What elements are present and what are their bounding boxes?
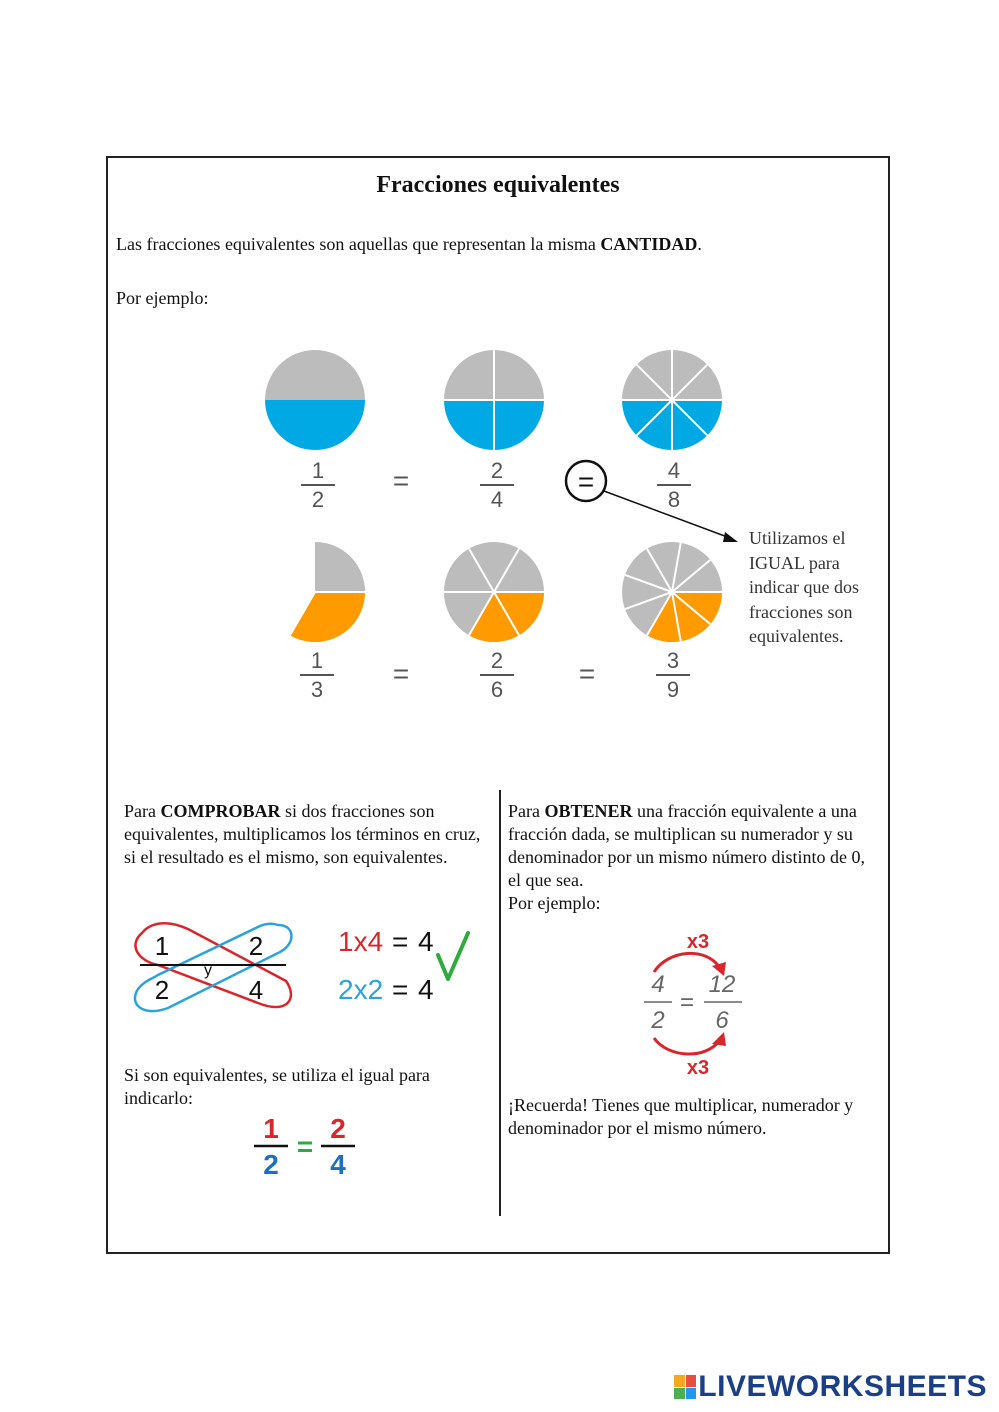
page-title: Fracciones equivalentes bbox=[376, 172, 620, 198]
cross-b: 2 bbox=[248, 931, 264, 961]
cross-multiplication-diagram bbox=[128, 913, 474, 1023]
result-n2: 2 bbox=[330, 1113, 346, 1144]
product-2-eq: = bbox=[392, 974, 409, 1005]
cross-y: y bbox=[204, 962, 212, 979]
product-1-lhs: 1x4 bbox=[338, 926, 384, 957]
pie-1-3 bbox=[290, 542, 365, 642]
equals-sign: = bbox=[578, 658, 596, 689]
brand-logo: LIVEWORKSHEETS bbox=[674, 1370, 987, 1404]
pie-1-2 bbox=[265, 350, 365, 450]
frac-eq: = bbox=[679, 989, 695, 1016]
equals-sign-circled: = bbox=[577, 466, 595, 497]
fraction-denominator: 9 bbox=[666, 677, 680, 702]
multiplier-top: x3 bbox=[686, 931, 710, 953]
checkmark-icon bbox=[438, 933, 468, 979]
frac1-num: 4 bbox=[651, 971, 665, 998]
comprobar-paragraph: Para COMPROBAR si dos fracciones son equivalentes, multiplicamos los términos en cruz, si el resultado es el mismo, son equivalentes. bbox=[124, 801, 481, 867]
fraction-numerator: 2 bbox=[490, 648, 504, 673]
fraction-row-2 bbox=[300, 648, 690, 702]
cross-a: 1 bbox=[154, 931, 170, 961]
multiplier-bottom: x3 bbox=[686, 1057, 710, 1079]
intro-text: Las fracciones equivalentes son aquellas que representan la misma CANTIDAD. bbox=[116, 234, 702, 254]
cross-d: 4 bbox=[248, 975, 264, 1005]
fraction-numerator: 1 bbox=[311, 458, 325, 483]
example-label: Por ejemplo: bbox=[116, 288, 209, 308]
annotation-note: Utilizamos el IGUAL para indicar que dos fracciones son equivalentes. bbox=[749, 528, 859, 646]
pie-3-9 bbox=[622, 542, 722, 642]
reminder-text: ¡Recuerda! Tienes que multiplicar, numerador y denominador por el mismo número. bbox=[508, 1095, 854, 1138]
equal-note: Si son equivalentes, se utiliza el igual para indicarlo: bbox=[124, 1065, 430, 1108]
result-d1: 2 bbox=[263, 1149, 279, 1180]
pie-examples bbox=[108, 158, 892, 778]
equals-sign: = bbox=[392, 658, 410, 689]
frac2-den: 6 bbox=[715, 1007, 729, 1034]
fraction-denominator: 3 bbox=[310, 677, 324, 702]
fraction-numerator: 2 bbox=[490, 458, 504, 483]
fraction-denominator: 8 bbox=[667, 487, 681, 512]
result-d2: 4 bbox=[330, 1149, 346, 1180]
worksheet-frame bbox=[106, 156, 890, 1254]
frac1-den: 2 bbox=[651, 1007, 665, 1034]
pie-4-8 bbox=[622, 350, 722, 450]
fraction-row-1 bbox=[301, 458, 691, 512]
fraction-numerator: 3 bbox=[666, 648, 680, 673]
result-eq: = bbox=[296, 1131, 314, 1162]
fraction-numerator: 1 bbox=[310, 648, 324, 673]
obtain-equivalent-diagram bbox=[628, 926, 768, 1086]
product-2-lhs: 2x2 bbox=[338, 974, 384, 1005]
pie-2-4 bbox=[444, 350, 544, 450]
fraction-denominator: 2 bbox=[311, 487, 325, 512]
column-divider bbox=[499, 790, 501, 1216]
result-n1: 1 bbox=[263, 1113, 279, 1144]
logo-icon bbox=[674, 1375, 696, 1399]
products bbox=[338, 926, 434, 1005]
fraction-numerator: 4 bbox=[667, 458, 681, 483]
obtener-paragraph: Para OBTENER una fracción equivalente a una fracción dada, se multiplican su numerador y su denominador por un mismo número distinto de 0, el que sea. bbox=[508, 801, 865, 890]
fraction-denominator: 6 bbox=[490, 677, 504, 702]
cross-c: 2 bbox=[154, 975, 170, 1005]
equals-sign: = bbox=[392, 465, 410, 496]
product-2-rhs: 4 bbox=[418, 974, 434, 1005]
product-1-eq: = bbox=[392, 926, 409, 957]
frac2-num: 12 bbox=[708, 971, 736, 998]
equal-fraction-example bbox=[248, 1108, 368, 1180]
pie-2-6 bbox=[444, 542, 544, 642]
fraction-denominator: 4 bbox=[490, 487, 504, 512]
right-example-label: Por ejemplo: bbox=[508, 893, 601, 913]
product-1-rhs: 4 bbox=[418, 926, 434, 957]
